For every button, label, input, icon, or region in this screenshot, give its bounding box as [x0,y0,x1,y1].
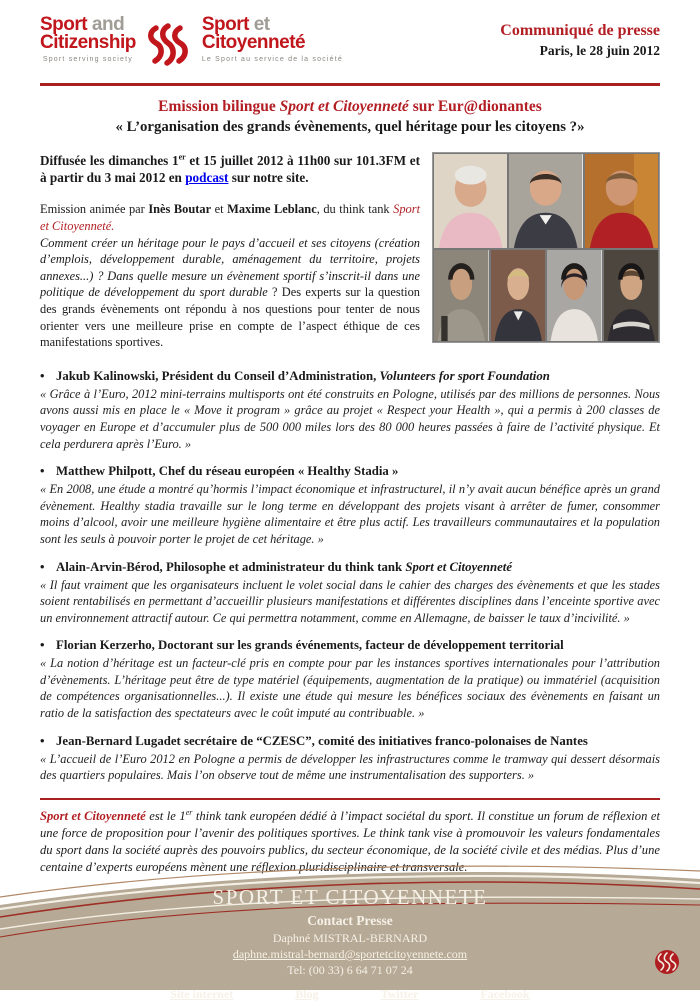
bullet-icon: • [40,638,45,653]
portrait-photo-3 [584,153,659,249]
contact-name: Daphné MISTRAL-BERNARD [272,931,428,945]
speakers-photo-collage [432,152,660,343]
bullet-icon: • [40,733,45,748]
page-subtitle: « L’organisation des grands évènements, quel héritage pour les citoyens ?» [115,119,585,135]
bullet-icon: • [40,464,45,479]
sss-circle-icon [654,949,680,980]
twitter-link[interactable]: Twitter [380,987,419,1001]
sss-swirl-icon [146,20,192,75]
logo-word: Sport [40,14,88,35]
host-name: Maxime Leblanc [227,202,317,217]
footer-contact-block [0,885,700,1002]
speaker-name: • Jakub Kalinowski, Président du Conseil d’Administration, Volunteers for sport Foundation [40,368,550,383]
speaker-item [40,368,660,452]
logo-word: Sport [201,14,249,35]
portrait-photo-1 [433,153,508,249]
contact-phone: Tel: (00 33) 6 64 71 07 24 [287,963,413,977]
broadcast-paragraph: Diffusée les dimanches 1er et 15 juillet 2012 à 11h00 sur 101.3FM et à partir du 3 mai 2012 en podcast sur notre site. [40,152,420,186]
speaker-quote: « Il faut vraiment que les organisateurs incluent le volet social dans le cahier des charges des évènements et que les stades soient rentabilisés en permettant d’accueillir plusieurs manifestations et différentes disciplines dans l’enceinte sportive avec un environnement attractif autour. Ce qui permettra notamment, comme en Allemagne, de baisser le taux d’incivilité. » [40,577,660,625]
facebook-link[interactable]: Facebook [480,987,530,1001]
hosts-paragraph: Emission animée par Inès Boutar et Maxime Leblanc, du think tank Sport et Citoyenneté. [40,202,421,233]
speaker-name: • Jean-Bernard Lugadet secrétaire de “CZESC”, comité des initiatives franco-polonaises de Nantes [40,733,588,748]
speaker-quote: « L’accueil de l’Euro 2012 en Pologne a permis de développer les infrastructures comme le tramway qui dessert désormais des quartiers populaires. Mais l’on observe tout de même une instrumentalisation des supporters. » [40,751,660,783]
about-divider [40,798,660,801]
speakers-list [40,351,660,784]
portrait-photo-6 [546,249,603,342]
speaker-item [40,733,660,784]
host-name: Inès Boutar [148,202,212,217]
logo-tagline: Le Sport au service de la société [201,56,344,64]
logo-tagline: Sport serving society [42,56,134,64]
speaker-quote: « En 2008, une étude a montré qu’hormis l’impact économique et infrastructurel, il n’y avait aucun bénéfice après un grand évènement. Healthy stadia travaille sur le long terme en développant des projets visant à arrêter de fumer, consommer moins d’alcool, avoir une meilleure hygiène alimentaire et être plus actif. Les travailleurs communautaires et la population sont les seuls à pouvoir porter le projet de cet héritage. » [40,482,660,546]
bullet-icon: • [40,368,45,383]
title-block [40,98,660,136]
header-divider [40,83,660,86]
about-paragraph: Sport et Citoyenneté est le 1er think tank européen dédié à l’impact sociétal du sport. Il constitue un forum de réflexion et une force de proposition pour l’avenir des politiques sportives. Le think tank vise à promouvoir les valeurs fondamentales du sport dans la société auprès des pouvoirs publics, du secteur économique, de la société civile et des médias. Plus d’une centaine d’experts européens mènent une réflexion pluridisciplinaire et transversale. [40,808,660,874]
footer-banner [0,855,700,1001]
intro-section [40,152,660,876]
logo-word: and [91,14,125,35]
portrait-photo-5 [490,249,547,342]
site-internet-link[interactable]: Site internet [170,987,234,1001]
press-release-label: Communiqué de presse [500,22,660,39]
contact-email-link[interactable]: daphne.mistral-bernard@sportetcitoyennete.com [232,947,468,961]
press-date: Paris, le 28 juin 2012 [539,43,660,58]
speaker-item [40,637,660,721]
press-info [500,16,660,59]
speaker-name: • Matthew Philpott, Chef du réseau européen « Healthy Stadia » [40,464,399,479]
blog-link[interactable]: Blog [295,987,319,1001]
speaker-name: • Florian Kerzerho, Doctorant sur les grands événements, facteur de développement territorial [40,638,564,653]
portrait-photo-4 [433,249,490,342]
description-paragraph: Comment créer un héritage pour le pays d’accueil et ses citoyens (création d’emplois, développement durable, aménagement du territoire, projets annexes...) ? Dans quelle mesure un évènement sportif s’inscrit-il dans une politique de développement du sport durable ? Des experts sur la question des grands évènements ont répondu à nos questions pour tenter de nous orienter vers une meilleure prise en compte de l’aspect éthique de ces manifestations sportives. [40,235,420,350]
speaker-quote: « Grâce à l’Euro, 2012 mini-terrains multisports ont été construits en Pologne, utilisés par des millions de personnes. Nous avons aussi mis en place le « Move it program » grâce au projet « Respect your Health », qui a permis à 200 classes de voyager en Europe et d’accumuler plus de 500 000 miles lors des 80 000 heures passées à faire de l’activité physique. Et cela perdurera après l’Euro. » [40,386,660,451]
podcast-link[interactable]: podcast [185,170,229,186]
bullet-icon: • [40,559,45,574]
footer-links [0,987,700,1002]
footer-org-name: SPORT ET CITOYENNETE [212,885,488,909]
page-title: Emission bilingue Sport et Citoyenneté sur Eur@dionantes [158,98,542,115]
speaker-item [40,463,660,547]
speaker-item [40,559,660,627]
logo-word: Citoyenneté [201,32,306,54]
think-tank-name: Sport et Citoyenneté. [40,202,421,233]
logo-sport-and-citizenship [40,16,136,64]
speaker-name: • Alain-Arvin-Bérod, Philosophe et administrateur du think tank Sport et Citoyenneté [40,559,512,574]
speaker-quote: « La notion d’héritage est un facteur-clé pris en compte pour par les instances sportives internationales pour l’attribution d’évènements. L’héritage peut être de type matériel (équipements, augmentation de la pratique) ou immatériel (acquisition de compétences organisationnelles...). Il existe une étude qui mesure les bénéfices sociaux des évènements en faisant un ratio de la satisfaction des spectateurs avec le coût imputé au contribuable. » [40,656,660,721]
logo-sport-et-citoyennete [202,16,343,64]
portrait-photo-2 [508,153,583,249]
header [40,16,660,75]
portrait-photo-7 [603,249,660,342]
logo-word: Citizenship [40,32,136,54]
logo-word: et [253,14,270,35]
contact-press-label: Contact Presse [307,913,393,928]
brand-name: Sport et Citoyenneté [40,809,146,824]
